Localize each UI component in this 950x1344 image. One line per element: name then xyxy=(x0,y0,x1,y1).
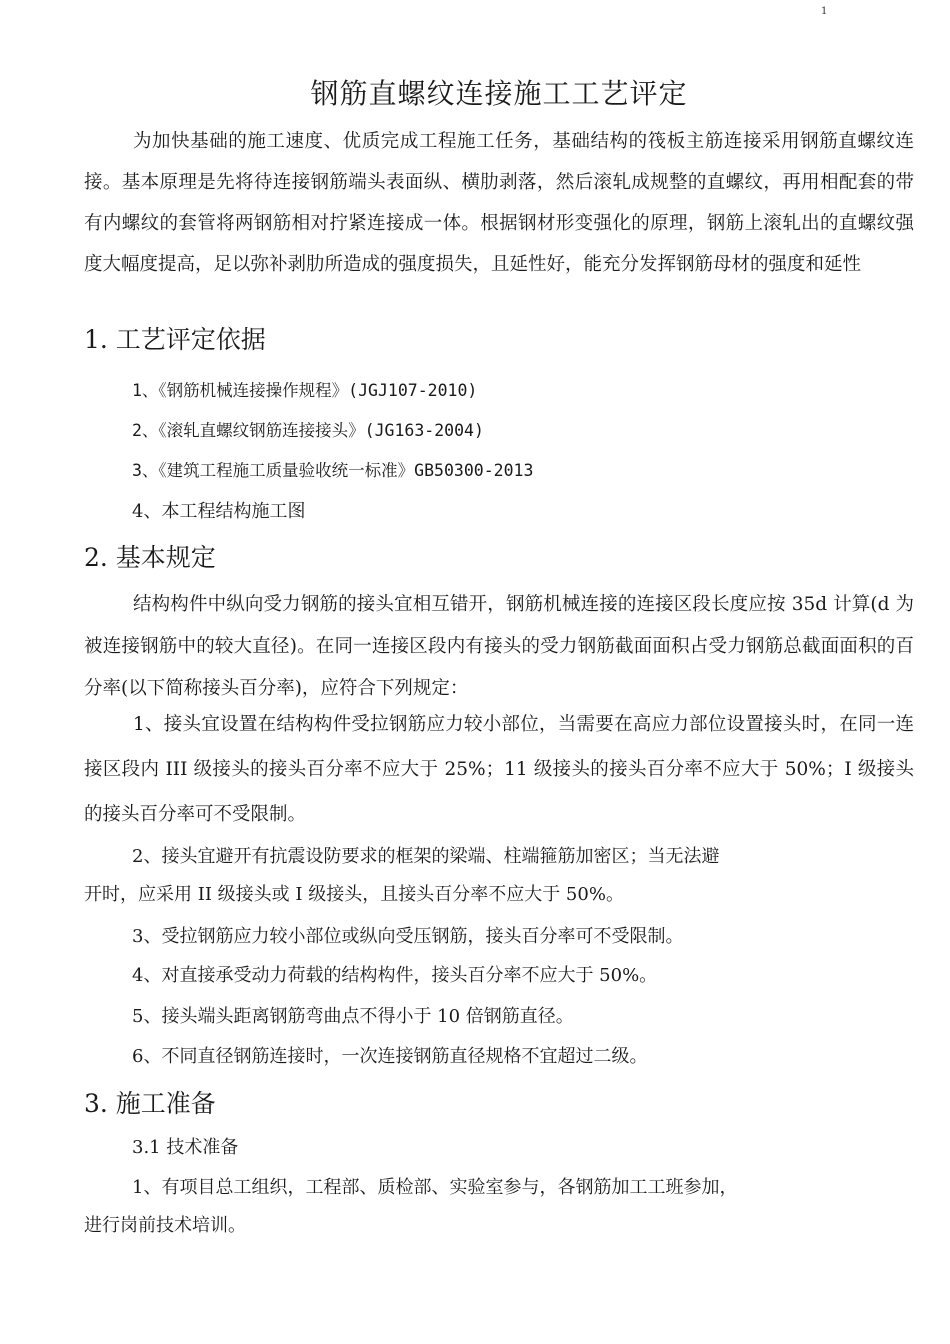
prep-item-1-line-1: 1、有项目总工组织，工程部、质检部、实验室参与，各钢筋加工工班参加， xyxy=(132,1177,738,1198)
rule-2-line-1: 2、接头宜避开有抗震设防要求的框架的梁端、柱端箍筋加密区；当无法避 xyxy=(132,846,720,867)
basis-item-2: 2、《滚轧直螺纹钢筋连接接头》(JG163-2004) xyxy=(132,421,484,440)
intro-paragraph: 为加快基础的施工速度、优质完成工程施工任务，基础结构的筏板主筋连接采用钢筋直螺纹连接。基本原理是先将待连接钢筋端头表面纵、横肋剥落，然后滚轧成规整的直螺纹，再用相配套的带有内螺纹的套管将两钢筋相对拧紧连接成一体。根据钢材形变强化的原理，钢筋上滚轧出的直螺纹强度大幅度提高，足以弥补剥肋所造成的强度损失，且延性好，能充分发挥钢筋母材的强度和延性 xyxy=(84,131,914,275)
rule-4: 4、对直接承受动力荷载的结构构件，接头百分率不应大于 50%。 xyxy=(132,965,658,986)
section-2-heading: 2. 基本规定 xyxy=(84,543,216,572)
basis-item-3: 3、《建筑工程施工质量验收统一标准》GB50300-2013 xyxy=(132,461,534,480)
basis-item-1: 1、《钢筋机械连接操作规程》(JGJ107-2010) xyxy=(132,381,478,400)
rule-5: 5、接头端头距离钢筋弯曲点不得小于 10 倍钢筋直径。 xyxy=(132,1006,574,1027)
basic-rules-paragraph: 结构构件中纵向受力钢筋的接头宜相互错开，钢筋机械连接的连接区段长度应按 35d 计算(d 为被连接钢筋中的较大直径)。在同一连接区段内有接头的受力钢筋截面面积占受力钢筋总截面面积的百分率(以下简称接头百分率)，应符合下列规定： xyxy=(84,594,914,699)
rule-6: 6、不同直径钢筋连接时，一次连接钢筋直径规格不宜超过二级。 xyxy=(132,1046,648,1067)
basis-item-4: 4、本工程结构施工图 xyxy=(132,501,306,522)
prep-item-1-line-2: 进行岗前技术培训。 xyxy=(84,1215,246,1236)
rule-2-line-2: 开时，应采用 II 级接头或 I 级接头，且接头百分率不应大于 50%。 xyxy=(84,884,624,905)
section-3-heading: 3. 施工准备 xyxy=(84,1089,216,1118)
rule-3: 3、受拉钢筋应力较小部位或纵向受压钢筋，接头百分率可不受限制。 xyxy=(132,926,684,947)
rule-1: 1、接头宜设置在结构构件受拉钢筋应力较小部位，当需要在高应力部位设置接头时，在同一连接区段内 III 级接头的接头百分率不应大于 25%；11 级接头的接头百分率不应大于 50%；I 级接头的接头百分率可不受限制。 xyxy=(84,714,914,825)
page-number: 1 xyxy=(821,6,828,17)
tech-prep-subheading: 3.1 技术准备 xyxy=(132,1137,239,1158)
section-1-heading: 1. 工艺评定依据 xyxy=(84,325,266,354)
document-title: 钢筋直螺纹连接施工工艺评定 xyxy=(310,77,688,110)
